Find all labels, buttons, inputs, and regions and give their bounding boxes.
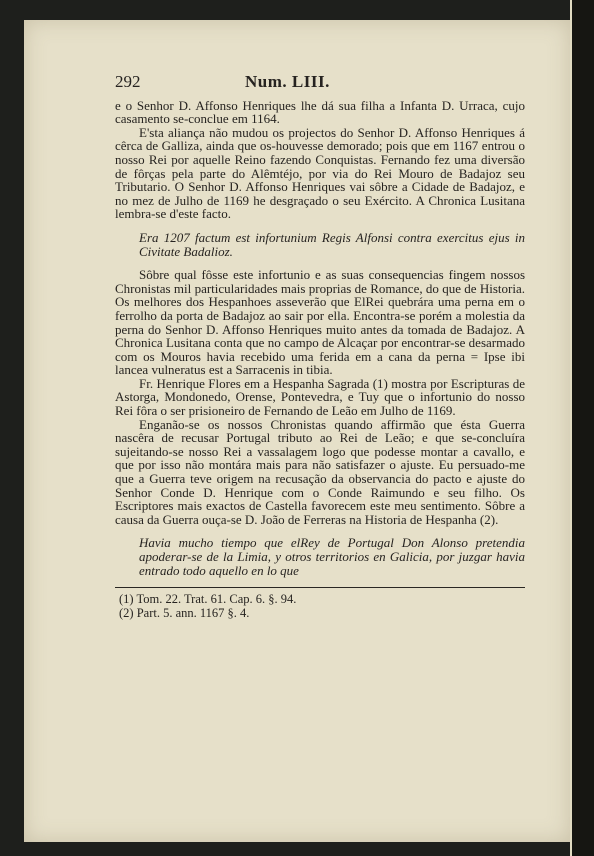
paragraph-4: Fr. Henrique Flores em a Hespanha Sagrada (1) mostra por Escripturas de Astorga, Mondonedo, Orense, Pontevedra, e Tuy que o infortunio do nosso Rei fôra o ser prisioneiro de Fernando de Leão em Julho de 1169. [115, 375, 525, 419]
page-number: 292 [115, 72, 141, 91]
latin-quote: Era 1207 factum est infortunium Regis Alfonsi contra exercitus ejus in Civitate Badalioz. [139, 229, 525, 259]
page-edge [570, 0, 594, 856]
paragraph-3: Sôbre qual fôsse este infortunio e as suas consequencias fingem nossos Chronistas mil particularidades mais proprias de Romance, do que de Historia. Os melhores dos Hespanhoes asseverão que ElRei quebrára uma perna em o ferrolho da porta de Badajoz ao sair por ella. Encontra-se porém a molestia da perna do Senhor D. Affonso Henriques muito antes da tomada de Badajoz. A Chronica Lusitana conta que no campo de Alcaçar por encontrar-se desarmado com os Mouros havia recebido uma ferida em a cana da perna = Ipse ibi lancea vulneratus est a Sarracenis in tibia. [115, 267, 525, 378]
page-header [115, 72, 525, 91]
footnote-1: (1) Tom. 22. Trat. 61. Cap. 6. §. 94. [119, 592, 297, 607]
page-content [115, 72, 525, 620]
running-head: Num. LIII. [245, 72, 330, 91]
spanish-quote: Havia mucho tiempo que elRey de Portugal Don Alonso pretendia apoderar-se de la Limia, y otros territorios en Galicia, por juzgar havia entrado todo aquello en lo que [139, 535, 525, 578]
paragraph-2: E'sta aliança não mudou os projectos do Senhor D. Affonso Henriques á cêrca de Galliza, ainda que os-houvesse demorado; pois que em 1167 entrou o nosso Rei por aquelle Reino fazendo Conquistas. Fernando fez uma diversão de fôrças pela parte do Alêmtéjo, por via do Rei Mouro de Badajoz seu Tributario. O Senhor D. Affonso Henriques vai sôbre a Cidade de Badajoz, e no mez de Julho de 1169 he desgraçado o seu Exército. A Chronica Lusitana lembra-se d'este facto. [115, 124, 525, 222]
footnote-rule [115, 587, 525, 588]
paragraph-1: e o Senhor D. Affonso Henriques lhe dá sua filha a Infanta D. Urraca, cujo casamento se-conclue em 1164. [115, 97, 525, 127]
footnote-2: (2) Part. 5. ann. 1167 §. 4. [119, 605, 250, 620]
paragraph-5: Enganão-se os nossos Chronistas quando affirmão que ésta Guerra nascêra de recusar Portugal tributo ao Rei de Leão; e que se-concluíra sujeitando-se nosso Rei a vassalagem logo que podesse montar a cavallo, e que por isso não montára mais para não satisfazer o ajuste. Eu persuado-me que a Guerra teve origem na recusação da observancia do pacto e ajuste do Senhor Conde D. Henrique com o Conde Raimundo e seu filho. Os Escriptores mais exactos de Castella favorecem este meu sentimento. Sôbre a causa da Guerra ouça-se D. João de Ferreras na Historia de Hespanha (2). [115, 416, 525, 527]
